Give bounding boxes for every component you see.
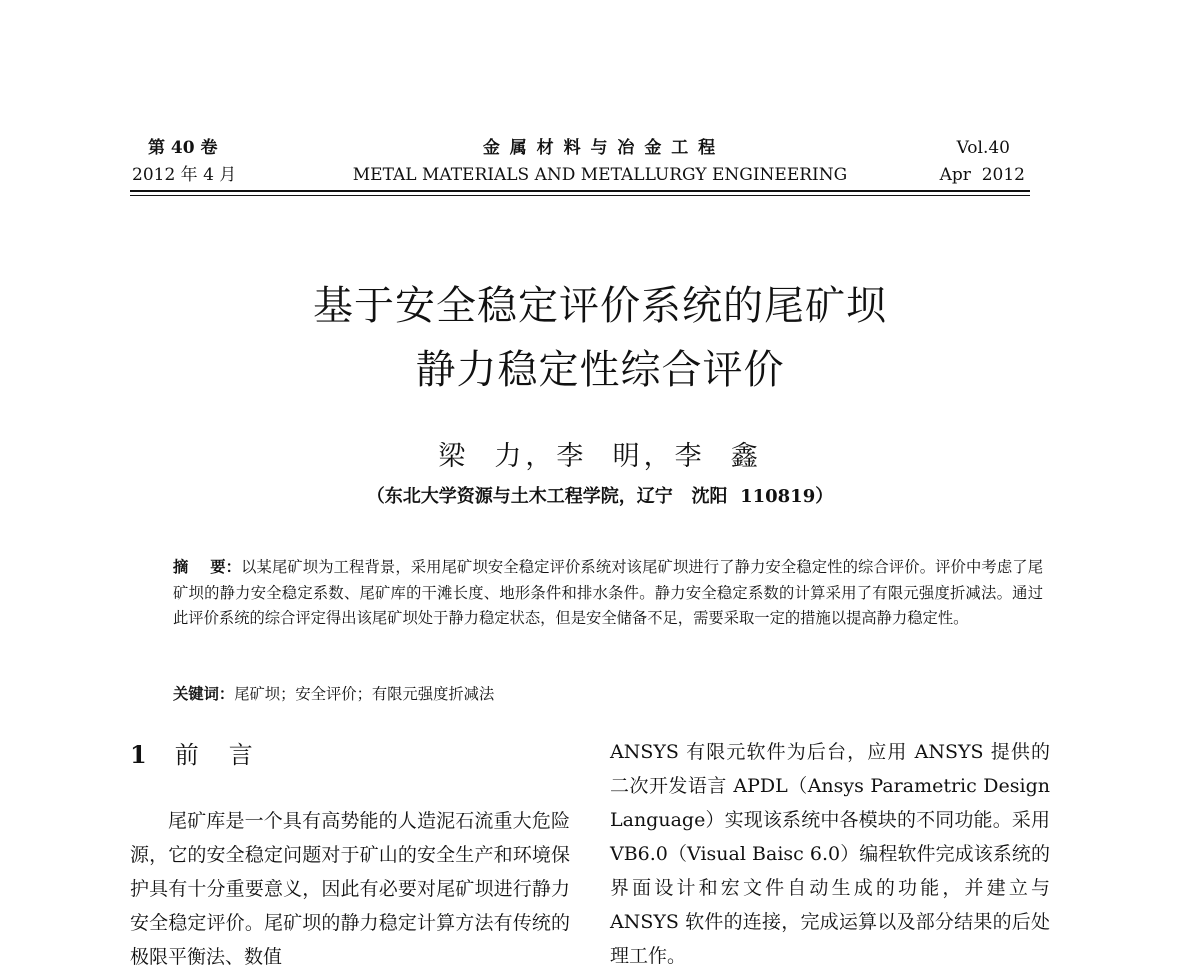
article-authors: 梁 力，李 明，李 鑫 bbox=[438, 441, 762, 472]
body-left-column bbox=[130, 804, 570, 974]
article-title-line2: 静力稳定性综合评价 bbox=[415, 347, 785, 393]
abstract-label: 摘 要： bbox=[173, 558, 242, 576]
header-volume-cn: 第 40 卷 bbox=[148, 138, 218, 158]
article-title-line1: 基于安全稳定评价系统的尾矿坝 bbox=[313, 283, 887, 329]
header-volume-en: Vol.40 bbox=[956, 138, 1010, 158]
header-date-cn: 2012 年 4 月 bbox=[132, 165, 237, 185]
header-rule-thin bbox=[130, 195, 1030, 196]
abstract-text: 以某尾矿坝为工程背景，采用尾矿坝安全稳定评价系统对该尾矿坝进行了静力安全稳定性的综合评价。评价中考虑了尾矿坝的静力安全稳定系数、尾矿库的干滩长度、地形条件和排水条件。静力安全稳定系数的计算采用了有限元强度折减法。通过此评价系统的综合评定得出该尾矿坝处于静力稳定状态，但是安全储备不足，需要采取一定的措施以提高静力稳定性。 bbox=[173, 558, 1043, 628]
header-journal-cn: 金 属 材 料 与 冶 金 工 程 bbox=[482, 138, 718, 158]
abstract bbox=[173, 555, 1043, 632]
section-number: 1 bbox=[130, 740, 147, 769]
section-heading bbox=[130, 738, 283, 772]
header-journal-en: METAL MATERIALS AND METALLURGY ENGINEERING bbox=[352, 165, 848, 185]
body-right-paragraph: ANSYS 有限元软件为后台，应用 ANSYS 提供的二次开发语言 APDL（Ansys Parametric Design Language）实现该系统中各模块的不同功能。采用 VB6.0（Visual Baisc 6.0）编程软件完成该系统的界面设计和宏文件自动生成的功能，并建立与 ANSYS 软件的连接，完成运算以及部分结果的后处理工作。 bbox=[610, 741, 1050, 967]
header-rule-thick bbox=[130, 190, 1030, 192]
keywords bbox=[173, 682, 1043, 707]
header-date-en: Apr 2012 bbox=[939, 165, 1025, 185]
keywords-text: 尾矿坝；安全评价；有限元强度折减法 bbox=[234, 685, 495, 703]
keywords-label: 关键词： bbox=[173, 685, 235, 703]
section-title: 前言 bbox=[174, 741, 283, 769]
body-right-column bbox=[610, 735, 1050, 973]
article-affiliation: （东北大学资源与土木工程学院，辽宁 沈阳 110819） bbox=[366, 486, 834, 507]
body-left-paragraph: 尾矿库是一个具有高势能的人造泥石流重大危险源，它的安全稳定问题对于矿山的安全生产和环境保护具有十分重要意义，因此有必要对尾矿坝进行静力安全稳定评价。尾矿坝的静力稳定计算方法有传统的极限平衡法、数值 bbox=[130, 810, 570, 968]
